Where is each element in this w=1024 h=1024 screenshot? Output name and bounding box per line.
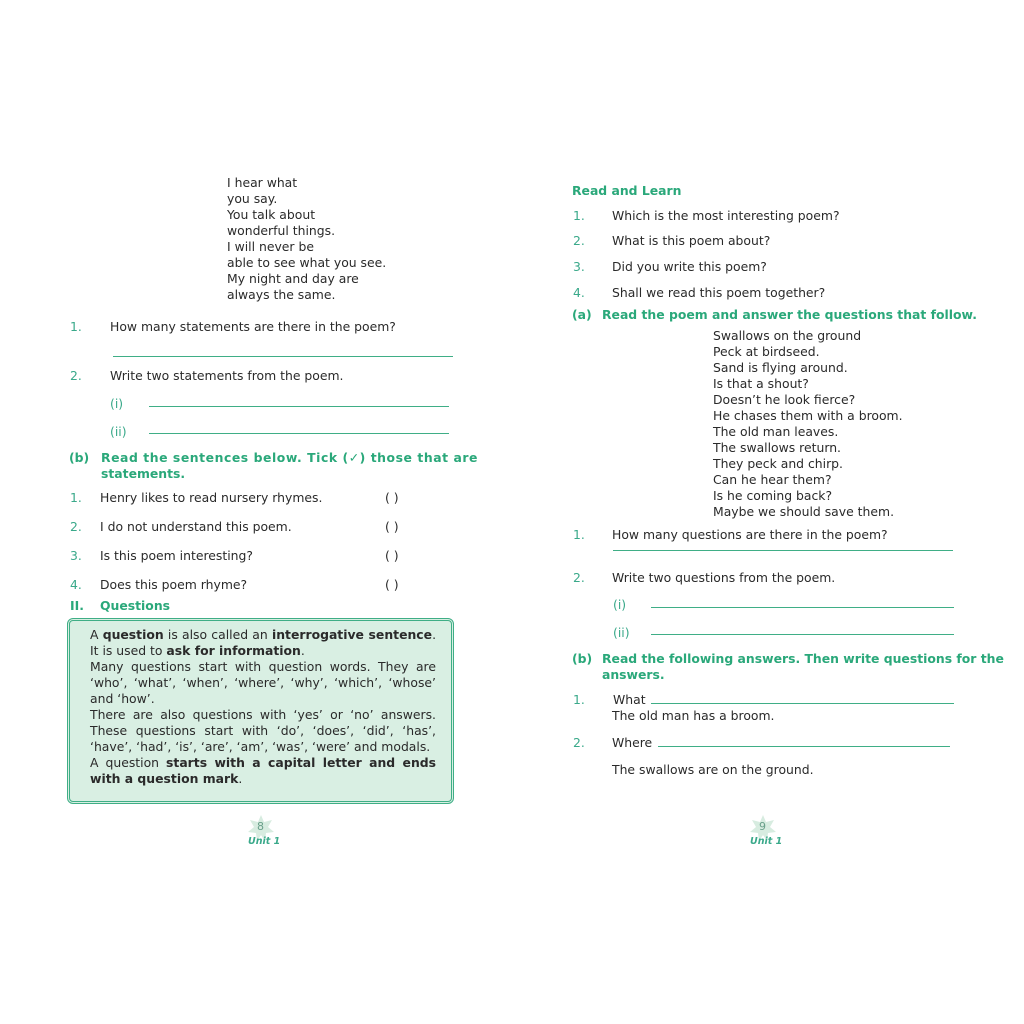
- given-answer: The old man has a broom.: [612, 708, 775, 723]
- swallows-poem: [713, 328, 903, 520]
- poem-line: Is that a shout?: [713, 376, 809, 391]
- info-paragraph: [90, 755, 436, 787]
- item-number: 2.: [573, 233, 585, 248]
- tick-box[interactable]: ( ): [385, 519, 399, 534]
- item-text: I do not understand this poem.: [100, 519, 292, 534]
- info-text: A: [90, 627, 103, 642]
- sub-label-i: (i): [110, 396, 124, 411]
- question-text: How many questions are there in the poem?: [612, 527, 888, 542]
- statement-poem: [227, 175, 386, 303]
- info-paragraph: [90, 627, 436, 659]
- answer-line[interactable]: [651, 703, 954, 704]
- poem-line: Is he coming back?: [713, 488, 833, 503]
- item-number: 1.: [573, 692, 585, 707]
- section-label: (b): [69, 450, 90, 465]
- poem-line: Swallows on the ground: [713, 328, 862, 343]
- section-instruction: answers.: [602, 667, 665, 682]
- tick-box[interactable]: ( ): [385, 490, 399, 505]
- poem-line: He chases them with a broom.: [713, 408, 903, 423]
- info-paragraph: Many questions start with question words. They are ‘who’, ‘what’, ‘when’, ‘where’, ‘why’, ‘which’, ‘whose’ and ‘how’.: [90, 659, 436, 706]
- poem-line: Sand is flying around.: [713, 360, 848, 375]
- answer-line[interactable]: [613, 550, 953, 551]
- item-text: Is this poem interesting?: [100, 548, 253, 563]
- question-text: Write two questions from the poem.: [612, 570, 836, 585]
- section-label: (a): [572, 307, 592, 322]
- poem-line: able to see what you see.: [227, 255, 387, 270]
- section-title: Questions: [100, 598, 171, 613]
- question-number: 2.: [573, 570, 585, 585]
- sub-label-i: (i): [613, 597, 627, 612]
- answer-line[interactable]: [149, 406, 449, 407]
- section-instruction: Read the sentences below. Tick (✓) those that are: [101, 450, 478, 465]
- section-label: (b): [572, 651, 593, 666]
- item-number: 3.: [573, 259, 585, 274]
- poem-line: The swallows return.: [713, 440, 841, 455]
- grammar-info-box: [67, 618, 454, 804]
- tick-box[interactable]: ( ): [385, 548, 399, 563]
- section-label: II.: [70, 598, 84, 613]
- page-number: 9: [759, 820, 766, 833]
- item-text: Shall we read this poem together?: [612, 285, 826, 300]
- info-text: . It is used to: [90, 627, 437, 658]
- poem-line: Can he hear them?: [713, 472, 832, 487]
- item-number: 1.: [573, 208, 585, 223]
- info-text: .: [238, 771, 243, 786]
- info-keyword: ask for information: [166, 643, 301, 658]
- item-number: 2.: [573, 735, 585, 750]
- read-learn-title: Read and Learn: [572, 183, 682, 198]
- answer-line[interactable]: [651, 634, 954, 635]
- answer-line[interactable]: [149, 433, 449, 434]
- poem-line: You talk about: [227, 207, 316, 222]
- question-prompt: Where: [612, 735, 653, 750]
- poem-line: My night and day are: [227, 271, 359, 286]
- question-text: How many statements are there in the poem?: [110, 319, 396, 334]
- poem-line: I hear what: [227, 175, 298, 190]
- question-prompt: What: [613, 692, 646, 707]
- question-number: 1.: [573, 527, 585, 542]
- poem-line: Doesn’t he look fierce?: [713, 392, 856, 407]
- question-number: 1.: [70, 319, 82, 334]
- info-text: .: [300, 643, 305, 658]
- item-text: What is this poem about?: [612, 233, 771, 248]
- question-text: Write two statements from the poem.: [110, 368, 344, 383]
- answer-line[interactable]: [658, 746, 950, 747]
- info-keyword: interrogative sentence: [271, 627, 433, 642]
- unit-label: Unit 1: [750, 836, 783, 847]
- answer-line[interactable]: [113, 356, 453, 357]
- poem-line: wonderful things.: [227, 223, 336, 238]
- given-answer: The swallows are on the ground.: [612, 762, 814, 777]
- info-paragraph: There are also questions with ‘yes’ or ‘no’ answers. These questions start with ‘do’, ‘does’, ‘did’, ‘has’, ‘have’, ‘had’, ‘is’, ‘are’, ‘am’, ‘was’, ‘were’ and modals.: [90, 707, 436, 754]
- info-keyword: starts with a capital letter and ends with a question mark: [90, 755, 437, 786]
- poem-line: Peck at birdseed.: [713, 344, 820, 359]
- item-number: 3.: [70, 548, 82, 563]
- poem-line: always the same.: [227, 287, 336, 302]
- sub-label-ii: (ii): [613, 625, 630, 640]
- item-text: Henry likes to read nursery rhymes.: [100, 490, 323, 505]
- tick-box[interactable]: ( ): [385, 577, 399, 592]
- poem-line: I will never be: [227, 239, 314, 254]
- poem-line: The old man leaves.: [713, 424, 839, 439]
- answer-line[interactable]: [651, 607, 954, 608]
- sub-label-ii: (ii): [110, 424, 127, 439]
- question-number: 2.: [70, 368, 82, 383]
- item-number: 2.: [70, 519, 82, 534]
- poem-line: you say.: [227, 191, 278, 206]
- item-text: Does this poem rhyme?: [100, 577, 248, 592]
- right-page: [512, 0, 1024, 1024]
- item-number: 4.: [573, 285, 585, 300]
- section-instruction: Read the poem and answer the questions that follow.: [602, 307, 977, 322]
- poem-line: They peck and chirp.: [713, 456, 843, 471]
- info-text: is also called an: [163, 627, 272, 642]
- section-instruction: Read the following answers. Then write questions for the: [602, 651, 1004, 666]
- poem-line: Maybe we should save them.: [713, 504, 895, 519]
- unit-label: Unit 1: [248, 836, 281, 847]
- item-number: 4.: [70, 577, 82, 592]
- info-text: A question: [90, 755, 167, 770]
- item-text: Did you write this poem?: [612, 259, 767, 274]
- item-text: Which is the most interesting poem?: [612, 208, 840, 223]
- info-keyword: question: [102, 627, 164, 642]
- section-instruction: statements.: [101, 466, 186, 481]
- item-number: 1.: [70, 490, 82, 505]
- page-number: 8: [257, 820, 264, 833]
